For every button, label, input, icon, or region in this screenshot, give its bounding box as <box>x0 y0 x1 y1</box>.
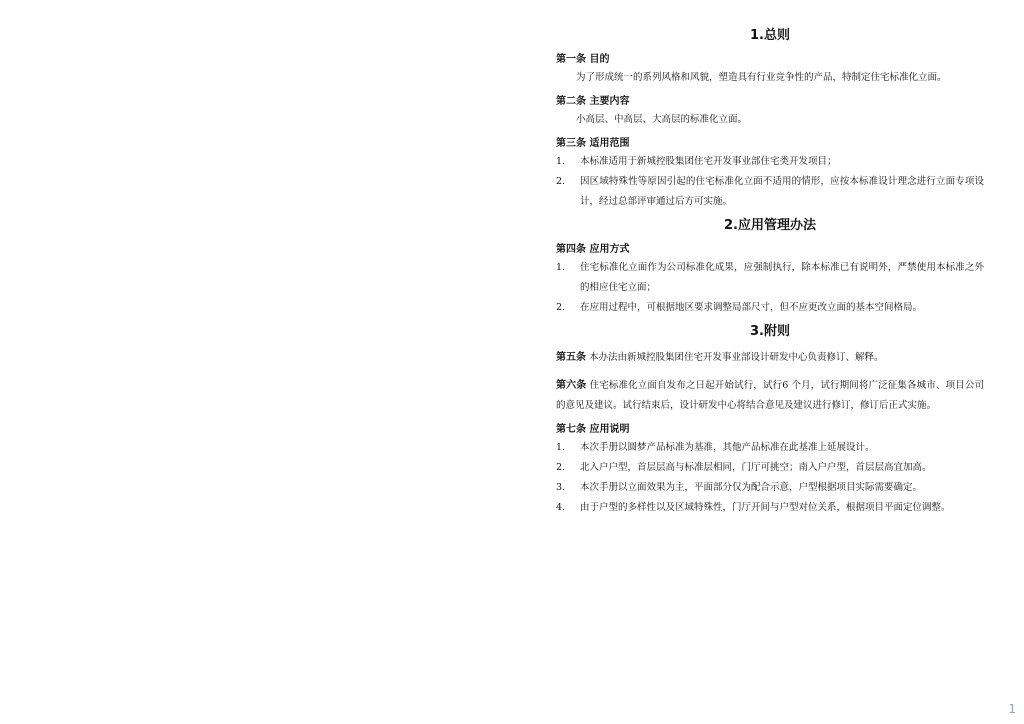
list-item <box>556 172 984 212</box>
article-4-title: 第四条 应用方式 <box>556 244 630 255</box>
document-content <box>556 28 984 518</box>
article-5-text: 本办法由新城控股集团住宅开发事业部设计研发中心负责修订、解释。 <box>589 352 884 363</box>
list-item-number: 2. <box>556 176 566 187</box>
list-item <box>556 498 984 518</box>
list-item <box>556 258 984 298</box>
list-item-text: 因区域特殊性等原因引起的住宅标准化立面不适用的情形，应按本标准设计理念进行立面专项设计，经过总部评审通过后方可实施。 <box>580 176 984 207</box>
list-item-text: 在应用过程中，可根据地区要求调整局部尺寸，但不应更改立面的基本空间格局。 <box>580 302 923 313</box>
section-title-management: 2.应用管理办法 <box>724 218 816 233</box>
article-5-title: 第五条 <box>556 352 586 363</box>
section-title-appendix: 3.附则 <box>750 324 790 339</box>
section-title-general: 1.总则 <box>750 28 790 43</box>
article-1-title: 第一条 目的 <box>556 54 610 65</box>
list-item-number: 3. <box>556 482 566 493</box>
article-1-text: 为了形成统一的系列风格和风貌，塑造具有行业竞争性的产品，特制定住宅标准化立面。 <box>576 72 947 83</box>
article-6-text: 住宅标准化立面自发布之日起开始试行，试行6 个月，试行期间将广泛征集各城市、项目公司的意见及建议。试行结束后，设计研发中心将结合意见及建议进行修订，修订后正式实施。 <box>556 380 984 411</box>
list-item <box>556 152 984 172</box>
list-item-text: 本标准适用于新城控股集团住宅开发事业部住宅类开发项目； <box>580 156 837 167</box>
spacer <box>556 368 984 376</box>
list-item <box>556 478 984 498</box>
list-item <box>556 458 984 478</box>
article-3-title: 第三条 适用范围 <box>556 138 630 149</box>
article-6 <box>556 376 984 416</box>
list-item-text: 北入户户型，首层层高与标准层相同，门厅可挑空；南入户户型，首层层高宜加高。 <box>580 462 932 473</box>
list-item-number: 1. <box>556 442 566 453</box>
page-number: 1 <box>1008 702 1016 716</box>
list-item-number: 4. <box>556 502 566 513</box>
list-item <box>556 298 984 318</box>
list-item-number: 2. <box>556 462 566 473</box>
article-2-text: 小高层、中高层、大高层的标准化立面。 <box>576 114 748 125</box>
list-item-text: 住宅标准化立面作为公司标准化成果，应强制执行，除本标准已有说明外，严禁使用本标准之外的相应住宅立面； <box>580 262 984 293</box>
list-item-number: 2. <box>556 302 566 313</box>
list-item-text: 由于户型的多样性以及区域特殊性，门厅开间与户型对位关系，根据项目平面定位调整。 <box>580 502 951 513</box>
list-item <box>556 438 984 458</box>
list-item-number: 1. <box>556 156 566 167</box>
list-item-number: 1. <box>556 262 566 273</box>
article-7-title: 第七条 应用说明 <box>556 424 630 435</box>
article-6-title: 第六条 <box>556 380 587 391</box>
list-item-text: 本次手册以圆梦产品标准为基准，其他产品标准在此基准上延展设计。 <box>580 442 875 453</box>
list-item-text: 本次手册以立面效果为主，平面部分仅为配合示意，户型根据项目实际需要确定。 <box>580 482 923 493</box>
article-2-title: 第二条 主要内容 <box>556 96 630 107</box>
article-5 <box>556 348 984 368</box>
